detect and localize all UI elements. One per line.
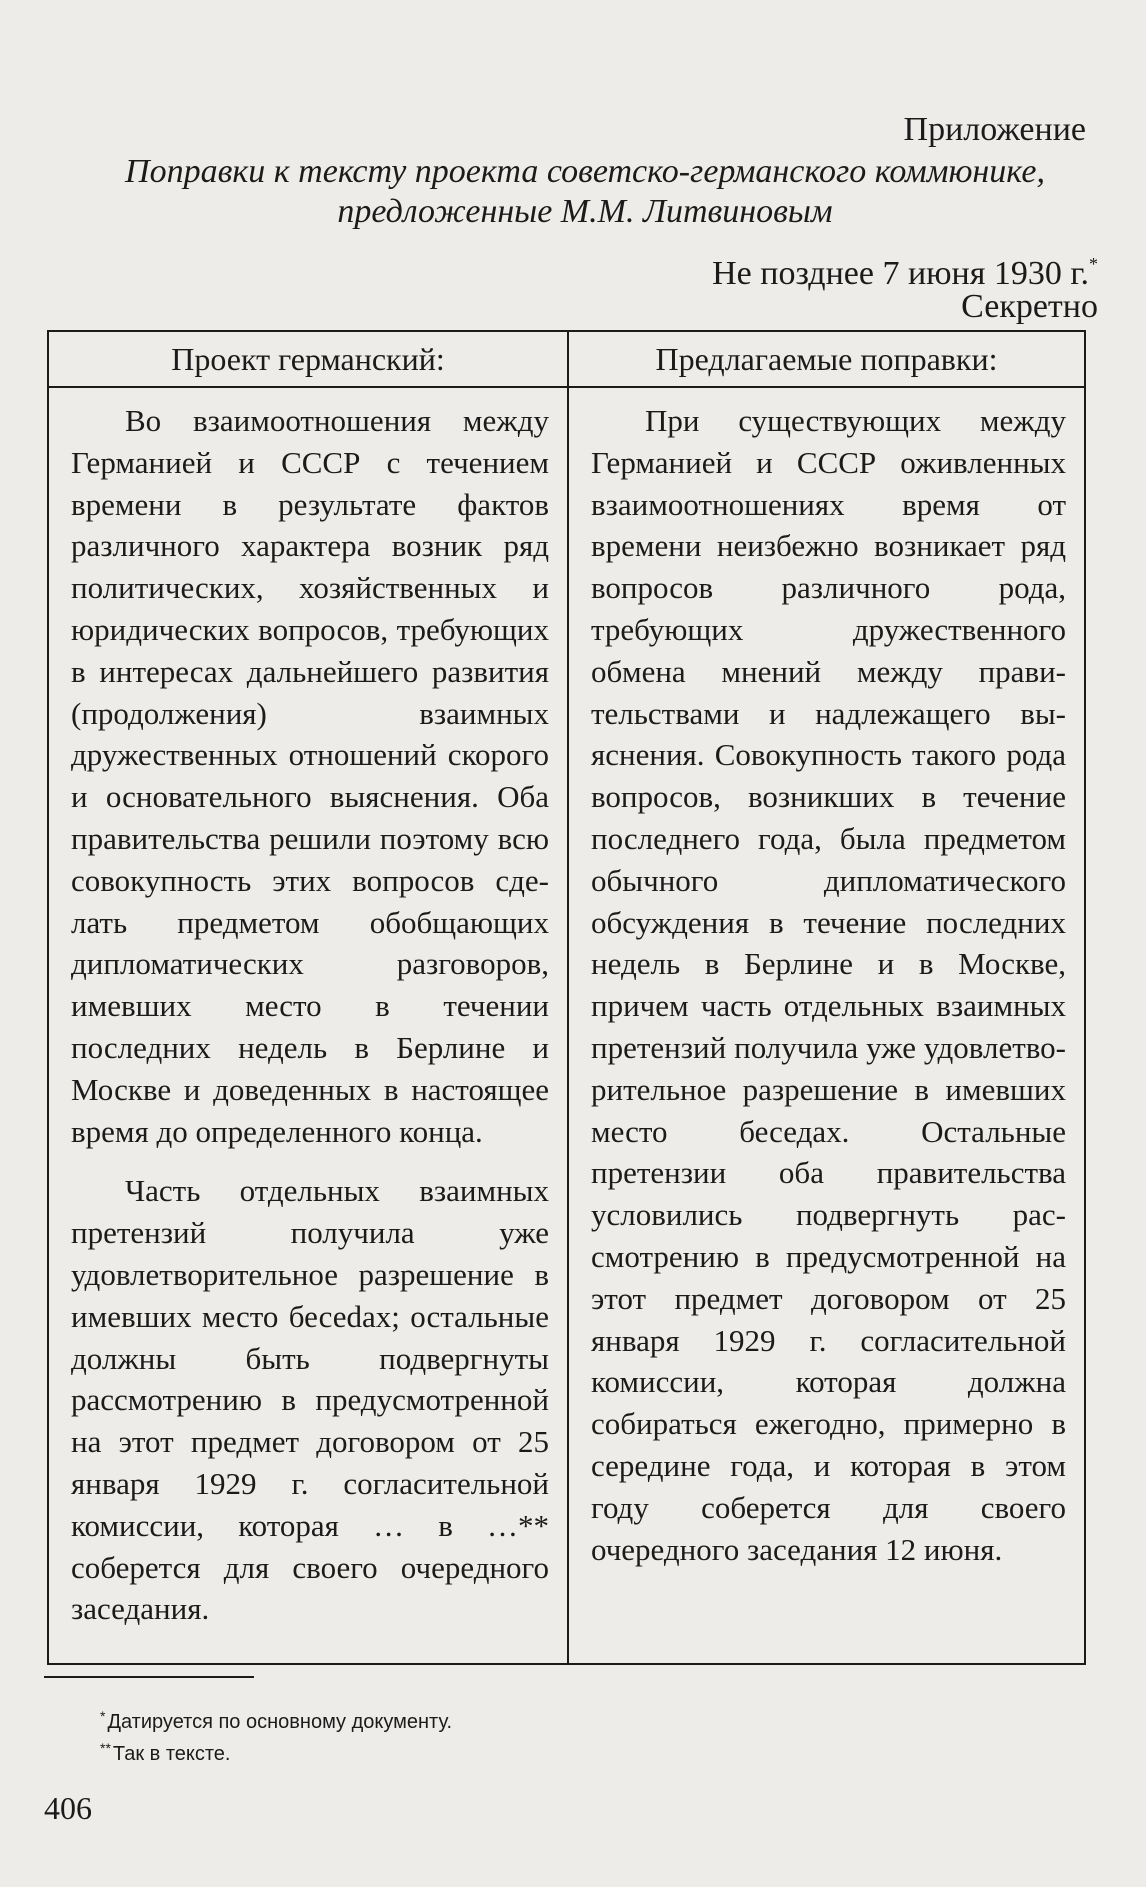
footnote-2 bbox=[100, 1736, 230, 1766]
footnote-2-text: Так в тексте. bbox=[112, 1743, 231, 1765]
classification-label: Секретно bbox=[961, 288, 1098, 325]
proposed-amendments-cell bbox=[568, 387, 1085, 1664]
footnote-1-mark: * bbox=[100, 1708, 106, 1724]
table-header-row bbox=[48, 331, 1085, 387]
footnote-divider bbox=[44, 1676, 254, 1678]
title-line-2: предложенные М.М. Литвиновым bbox=[337, 193, 833, 230]
german-draft-paragraph-2: Часть отдельных взаимных претензий получила уже удовлетворительное разрешение в имевших место бесеdах; остальные должны быть подвергнуты рассмотрению в предусмотренной на этот предмет договором от 25 января 1929 г. согласительной комиссии, которая … в …** соберется для своего очередного заседания. bbox=[71, 1173, 549, 1627]
date-text: Не позднее 7 июня 1930 г. bbox=[712, 255, 1089, 292]
footnote-1-text: Датируется по основному документу. bbox=[107, 1711, 452, 1733]
footnote-1 bbox=[100, 1704, 452, 1734]
column-header-proposed-amendments: Предлагаемые поправки: bbox=[568, 331, 1085, 387]
table-row bbox=[48, 387, 1085, 1664]
footnote-2-mark: ** bbox=[100, 1740, 111, 1756]
column-header-german-draft: Проект германский: bbox=[48, 331, 568, 387]
date-footnote-mark: * bbox=[1089, 254, 1098, 274]
german-draft-cell bbox=[48, 387, 568, 1664]
document-title bbox=[70, 152, 1100, 232]
title-line-1: Поправки к тексту проекта советско-германского коммюнике, bbox=[125, 153, 1045, 190]
page-number: 406 bbox=[44, 1790, 92, 1826]
german-draft-paragraph-1: Во взаимоотношения между Германией и СССР с течением времени в результате фактов различного характера возник ряд политических, хозяйственных и юридических вопросов, требующих в интересах дальнейшего развития (продолжения) взаимных дружественных отношений скорого и основательного выяснения. Оба правительства решили поэтому всю совокупность этих вопросов сделать предметом обобщающих дипломатических разговоров, имевших место в течении последних недель в Берлине и Москве и доведенных в настоящее время до определенного конца. bbox=[71, 403, 549, 1149]
comparison-table bbox=[47, 330, 1086, 1665]
appendix-label: Приложение bbox=[903, 111, 1086, 148]
proposed-amendments-paragraph: При существующих между Германией и СССР оживленных взаимоотношениях время от времени неизбежно возникает ряд вопросов различного рода, требующих дружественного обмена мнений между правительствами и надлежащего выяснения. Совокупность такого рода вопросов, возникших в течение последнего года, была предметом обычного дипломатического обсуждения в течение последних недель в Берлине и в Москве, причем часть отдельных взаимных претензий получила уже удовлетворительное разрешение в имевших место беседах. Остальные претензии оба правительства условились подвергнуть рассмотрению в предусмотренной на этот предмет договором от 25 января 1929 г. согласительной комиссии, которая должна собираться ежегодно, примерно в середине года, и которая в этом году соберется для своего очередного заседания 12 июня. bbox=[591, 403, 1066, 1567]
